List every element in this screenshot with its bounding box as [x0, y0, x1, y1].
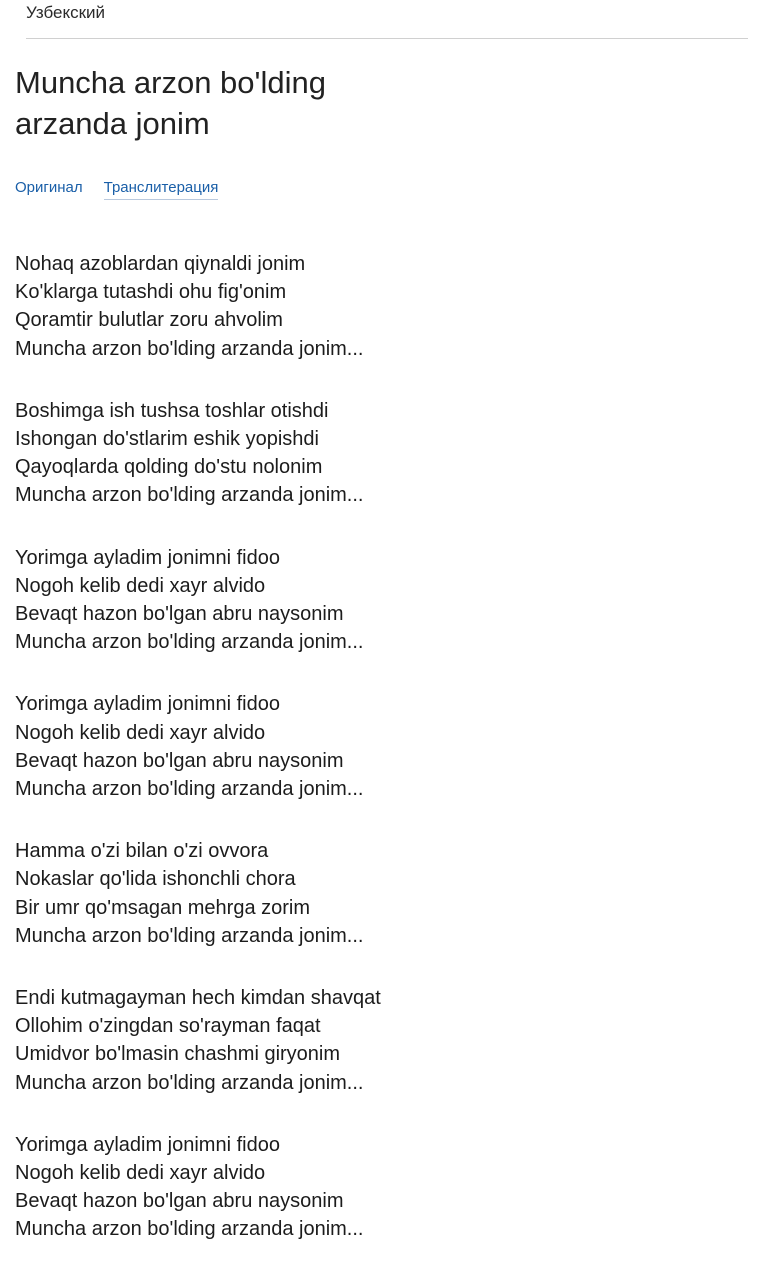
- lyric-line: Umidvor bo'lmasin chashmi giryonim: [15, 1043, 341, 1066]
- lyric-line: Muncha arzon bo'lding arzanda jonim...: [15, 337, 364, 360]
- lyrics-body: [15, 250, 381, 1278]
- lyric-line: Yorimga ayladim jonimni fidoo: [15, 693, 280, 716]
- lyrics-stanza: [15, 837, 381, 950]
- language-label: Узбекский: [26, 3, 106, 22]
- lyrics-stanza: [15, 250, 381, 363]
- lyric-line: Hamma o'zi bilan o'zi ovvora: [15, 840, 269, 863]
- lyric-line: Nohaq azoblardan qiynaldi jonim: [15, 253, 306, 275]
- lyric-line: Bevaqt hazon bo'lgan abru naysonim: [15, 1190, 344, 1213]
- lyric-line: Muncha arzon bo'lding arzanda jonim...: [15, 1218, 364, 1241]
- lyric-line: Yorimga ayladim jonimni fidoo: [15, 1133, 280, 1156]
- lyric-line: Nogoh kelib dedi xayr alvido: [15, 721, 266, 744]
- lyric-line: Bevaqt hazon bo'lgan abru naysonim: [15, 749, 344, 772]
- lyrics-stanza: [15, 690, 381, 803]
- lyric-line: Nokaslar qo'lida ishonchli chora: [15, 868, 296, 891]
- lyric-line: Ishongan do'stlarim eshik yopishdi: [15, 428, 319, 451]
- lyric-line: Muncha arzon bo'lding arzanda jonim...: [15, 631, 364, 654]
- lyric-line: Muncha arzon bo'lding arzanda jonim...: [15, 484, 364, 507]
- view-tabs: [15, 179, 218, 200]
- lyrics-stanza: [15, 544, 381, 657]
- lyrics-stanza: [15, 1131, 381, 1244]
- lyric-line: Bevaqt hazon bo'lgan abru naysonim: [15, 603, 344, 626]
- song-title: Muncha arzon bo'lding arzanda jonim: [15, 65, 326, 141]
- lyric-line: Muncha arzon bo'lding arzanda jonim...: [15, 778, 364, 801]
- lyric-line: Ko'klarga tutashdi ohu fig'onim: [15, 281, 287, 304]
- lyric-line: Qayoqlarda qolding do'stu nolonim: [15, 456, 323, 479]
- lyric-line: Bir umr qo'msagan mehrga zorim: [15, 896, 311, 919]
- lyric-line: Ollohim o'zingdan so'rayman faqat: [15, 1015, 321, 1038]
- lyric-line: Nogoh kelib dedi xayr alvido: [15, 1162, 266, 1185]
- lyric-line: Endi kutmagayman hech kimdan shavqat: [15, 987, 381, 1010]
- lyric-line: Muncha arzon bo'lding arzanda jonim...: [15, 924, 364, 947]
- lyric-line: Muncha arzon bo'lding arzanda jonim...: [15, 1071, 364, 1094]
- tab-transliteration[interactable]: Транслитерация: [104, 179, 219, 200]
- lyrics-stanza: [15, 984, 381, 1097]
- lyric-line: Qoramtir bulutlar zoru ahvolim: [15, 309, 283, 332]
- header-divider: [26, 38, 748, 39]
- tab-original[interactable]: Оригинал: [15, 179, 83, 196]
- lyrics-stanza: [15, 397, 381, 510]
- lyric-line: Boshimga ish tushsa toshlar otishdi: [15, 399, 329, 422]
- lyric-line: Yorimga ayladim jonimni fidoo: [15, 546, 280, 569]
- lyric-line: Nogoh kelib dedi xayr alvido: [15, 574, 266, 597]
